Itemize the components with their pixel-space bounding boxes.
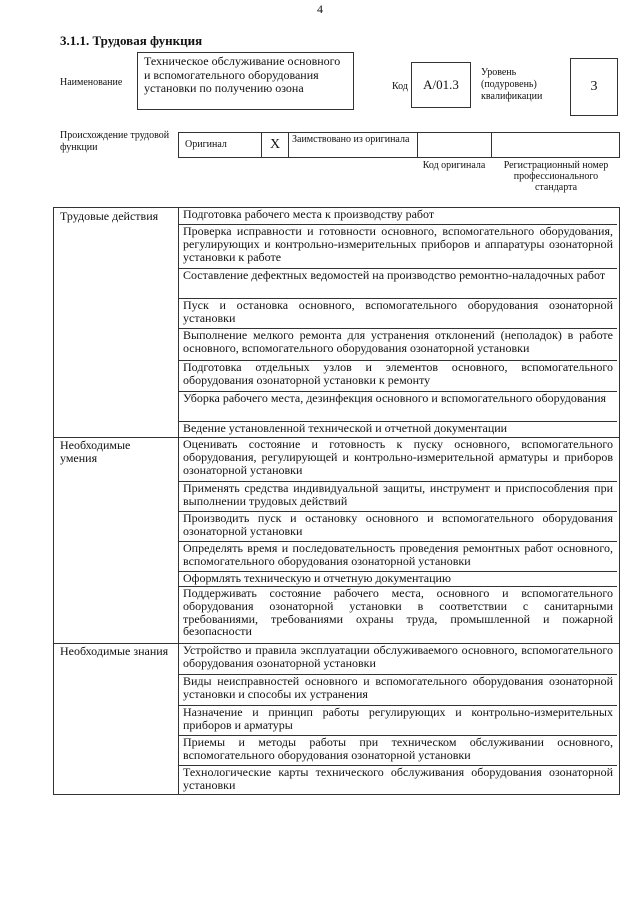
list-item: Выполнение мелкого ремонта для устранения отклонений (неполадок) в работе основного, вспомогательного оборудования озонаторной установки bbox=[179, 329, 617, 361]
list-item: Подготовка отдельных узлов и элементов основного, вспомогательного оборудования озонаторной установки к ремонту bbox=[179, 361, 617, 392]
list-item: Приемы и методы работы при техническом обслуживании основного, вспомогательного оборудования озонаторной установки bbox=[179, 736, 617, 766]
list-item: Производить пуск и остановку основного и вспомогательного оборудования озонаторной установки bbox=[179, 512, 617, 542]
section-label-labor-actions: Трудовые действия bbox=[60, 209, 159, 223]
reg-number-cell bbox=[491, 132, 620, 158]
list-item: Поддерживать состояние рабочего места, основного и вспомогательного оборудования озонаторной установки в соответствии с санитарными требованиями, требованиями охраны труда, промышленной и пожарной безопасности bbox=[183, 586, 613, 639]
level-label: Уровень (подуровень) квалификации bbox=[481, 67, 543, 102]
name-label: Наименование bbox=[60, 77, 123, 88]
list-item: Виды неисправностей основного и вспомогательного оборудования озонаторной установки и способы их устранения bbox=[179, 675, 617, 706]
function-name-box: Техническое обслуживание основного и вспомогательного оборудования установки по получению озона bbox=[137, 52, 354, 110]
section-title: 3.1.1. Трудовая функция bbox=[60, 33, 203, 48]
list-item: Составление дефектных ведомостей на производство ремонтно-наладочных работ bbox=[179, 269, 617, 299]
list-item: Устройство и правила эксплуатации обслуживаемого основного, вспомогательного оборудования озонаторной установки bbox=[179, 644, 617, 675]
list-item: Оценивать состояние и готовность к пуску основного, вспомогательного оборудования, регулирующей и контрольно-измерительной арматуры и приборов озонаторной установки bbox=[179, 438, 617, 482]
origin-label: Происхождение трудовой функции bbox=[60, 130, 170, 153]
list-item: Оформлять техническую и отчетную документацию bbox=[179, 572, 617, 587]
list-item: Ведение установленной технической и отчетной документации bbox=[183, 421, 508, 435]
code-label: Код bbox=[392, 81, 408, 92]
code-value-box: А/01.3 bbox=[411, 62, 471, 108]
list-item: Проверка исправности и готовности основного, вспомогательного оборудования, регулирующих и контрольно-измерительных приборов и аппаратуры озонаторной установки к работе bbox=[179, 225, 617, 269]
original-code-cell bbox=[417, 132, 492, 158]
original-mark-cell: X bbox=[261, 132, 289, 158]
section-label-skills: Необходимые умения bbox=[60, 438, 131, 465]
level-value-box: 3 bbox=[570, 58, 618, 116]
function-details-table bbox=[53, 207, 620, 795]
list-item: Технологические карты технического обслуживания оборудования озонаторной установки bbox=[183, 765, 613, 792]
list-item: Применять средства индивидуальной защиты, инструмент и приспособления при выполнении трудовых действий bbox=[179, 482, 617, 512]
section-label-knowledge: Необходимые знания bbox=[60, 644, 169, 658]
origin-table bbox=[178, 132, 620, 158]
list-item: Подготовка рабочего места к производству работ bbox=[179, 208, 617, 225]
original-cell: Оригинал bbox=[178, 132, 262, 158]
list-item: Определять время и последовательность проведения ремонтных работ основного, вспомогательного оборудования озонаторной установки bbox=[179, 542, 617, 572]
list-item: Уборка рабочего места, дезинфекция основного и вспомогательного оборудования bbox=[179, 392, 617, 422]
list-item: Пуск и остановка основного, вспомогательного оборудования озонаторной установки bbox=[179, 299, 617, 329]
original-code-caption: Код оригинала bbox=[422, 160, 486, 171]
page-number: 4 bbox=[317, 2, 323, 16]
borrowed-cell: Заимствовано из оригинала bbox=[288, 132, 418, 158]
list-item: Назначение и принцип работы регулирующих и контрольно-измерительных приборов и арматуры bbox=[179, 706, 617, 736]
reg-number-caption: Регистрационный номер профессионального стандарта bbox=[503, 160, 609, 193]
